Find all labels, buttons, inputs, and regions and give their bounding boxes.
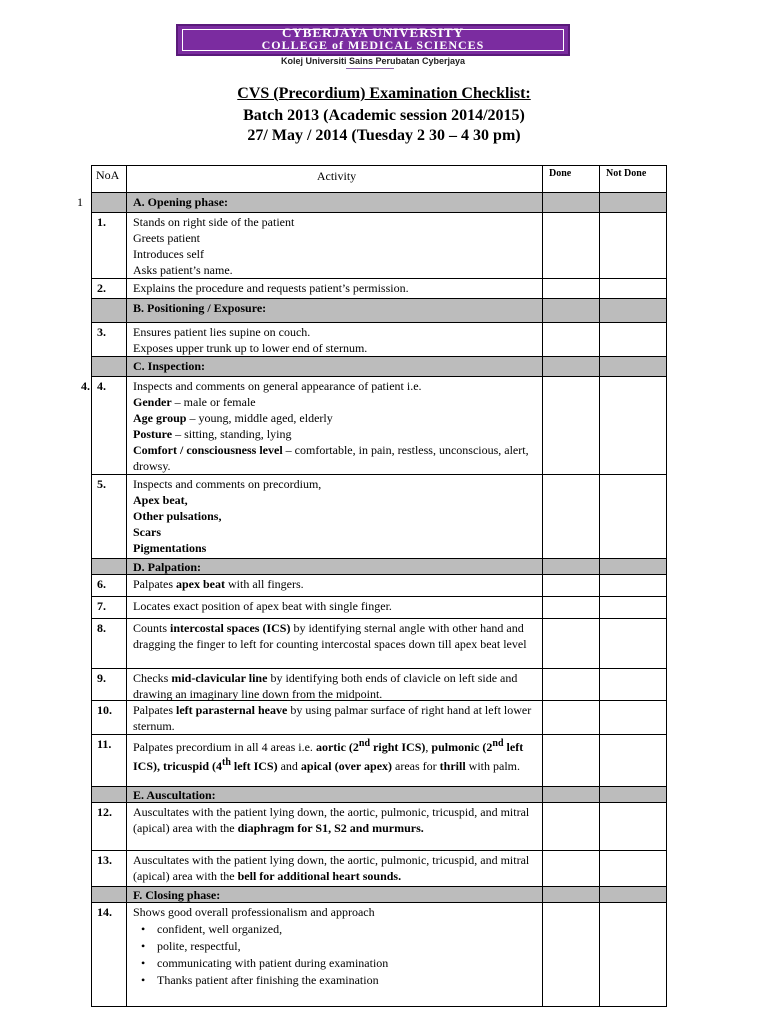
done-cell[interactable] bbox=[542, 559, 599, 574]
checklist-table bbox=[77, 165, 667, 1007]
not-done-cell[interactable] bbox=[599, 597, 667, 618]
done-cell[interactable] bbox=[542, 887, 599, 902]
table-row bbox=[91, 597, 667, 619]
table-row bbox=[91, 575, 667, 597]
item-activity: Counts intercostal spaces (ICS) by identifying sternal angle with other hand and dragging the finger to left for counting intercostal spaces down till apex beat level bbox=[126, 619, 542, 668]
header-activity: Activity bbox=[126, 166, 542, 192]
not-done-cell[interactable] bbox=[599, 357, 667, 376]
item-activity: Palpates left parasternal heave by using palmar surface of right hand at left lower sternum. bbox=[126, 701, 542, 734]
logo-line-2: COLLEGE of MEDICAL SCIENCES bbox=[261, 38, 485, 52]
section-label: A. Opening phase: bbox=[126, 193, 542, 212]
item-activity: Shows good overall professionalism and approach • confident, well organized, • polite, respectful, • communicating with patient during examination • Thanks patient after finishing the examination bbox=[126, 903, 542, 1006]
done-cell[interactable] bbox=[542, 475, 599, 558]
section-label: C. Inspection: bbox=[126, 357, 542, 376]
header-no: NoA bbox=[91, 166, 126, 192]
item-activity: Checks mid-clavicular line by identifying both ends of clavicle on left side and drawing an imaginary line down from the midpoint. bbox=[126, 669, 542, 700]
item-activity: Palpates precordium in all 4 areas i.e. aortic (2nd right ICS), pulmonic (2nd left ICS), tricuspid (4th left ICS) and apical (over apex) areas for thrill with palm. bbox=[126, 735, 542, 786]
table-row bbox=[91, 213, 667, 279]
date-line: 27/ May / 2014 (Tuesday 2 30 – 4 30 pm) bbox=[247, 127, 521, 144]
item-number: 7. bbox=[91, 597, 126, 618]
table-row bbox=[91, 323, 667, 357]
item-number: 10. bbox=[91, 701, 126, 734]
item-number: 1. bbox=[91, 213, 126, 278]
done-cell[interactable] bbox=[542, 279, 599, 298]
section-label: B. Positioning / Exposure: bbox=[126, 299, 542, 322]
not-done-cell[interactable] bbox=[599, 377, 667, 474]
logo-subtitle: Kolej Universiti Sains Perubatan Cyberjaya bbox=[280, 56, 466, 66]
item-activity: Stands on right side of the patient Greets patient Introduces self Asks patient’s name. bbox=[126, 213, 542, 278]
section-row-positioning bbox=[91, 299, 667, 323]
section-row-palpation bbox=[91, 559, 667, 575]
table-row bbox=[91, 735, 667, 787]
not-done-cell[interactable] bbox=[599, 475, 667, 558]
logo-line-1: CYBERJAYA UNIVERSITY bbox=[282, 25, 464, 40]
margin-number: 4. bbox=[81, 379, 90, 393]
table-header-row bbox=[91, 165, 667, 193]
item-activity: Auscultates with the patient lying down, the aortic, pulmonic, tricuspid, and mitral (apical) area with the diaphragm for S1, S2 and murmurs. bbox=[126, 803, 542, 850]
item-number: 5. bbox=[91, 475, 126, 558]
not-done-cell[interactable] bbox=[599, 903, 667, 1006]
bullet-item: • confident, well organized, bbox=[133, 921, 540, 938]
not-done-cell[interactable] bbox=[599, 851, 667, 886]
section-row-auscultation bbox=[91, 787, 667, 803]
checklist-title: CVS (Precordium) Examination Checklist: bbox=[237, 85, 531, 102]
table-row bbox=[81, 377, 667, 475]
item-number: 8. bbox=[91, 619, 126, 668]
done-cell[interactable] bbox=[542, 597, 599, 618]
done-cell[interactable] bbox=[542, 323, 599, 356]
not-done-cell[interactable] bbox=[599, 559, 667, 574]
section-label: F. Closing phase: bbox=[126, 887, 542, 902]
done-cell[interactable] bbox=[542, 575, 599, 596]
done-cell[interactable] bbox=[542, 851, 599, 886]
item-activity: Palpates apex beat with all fingers. bbox=[126, 575, 542, 596]
not-done-cell[interactable] bbox=[599, 323, 667, 356]
done-cell[interactable] bbox=[542, 701, 599, 734]
done-cell[interactable] bbox=[542, 787, 599, 802]
item-number: 12. bbox=[91, 803, 126, 850]
table-row bbox=[91, 701, 667, 735]
done-cell[interactable] bbox=[542, 377, 599, 474]
margin-number: 1 bbox=[77, 195, 83, 209]
done-cell[interactable] bbox=[542, 357, 599, 376]
table-row bbox=[91, 669, 667, 701]
table-row bbox=[91, 619, 667, 669]
header-not-done: Not Done bbox=[599, 166, 667, 192]
item-number: 11. bbox=[91, 735, 126, 786]
done-cell[interactable] bbox=[542, 735, 599, 786]
not-done-cell[interactable] bbox=[599, 887, 667, 902]
bullet-item: • Thanks patient after finishing the examination bbox=[133, 972, 540, 989]
item-number: 14. bbox=[91, 903, 126, 1006]
item-activity: Auscultates with the patient lying down, the aortic, pulmonic, tricuspid, and mitral (apical) area with the bell for additional heart sounds. bbox=[126, 851, 542, 886]
section-row-opening bbox=[77, 193, 667, 213]
item-number: 4. bbox=[91, 377, 126, 474]
bullet-item: • communicating with patient during examination bbox=[133, 955, 540, 972]
item-activity: Inspects and comments on precordium, Apex beat, Other pulsations, Scars Pigmentations bbox=[126, 475, 542, 558]
item-number: 6. bbox=[91, 575, 126, 596]
not-done-cell[interactable] bbox=[599, 213, 667, 278]
item-activity: Locates exact position of apex beat with single finger. bbox=[126, 597, 542, 618]
table-row bbox=[91, 279, 667, 299]
not-done-cell[interactable] bbox=[599, 575, 667, 596]
not-done-cell[interactable] bbox=[599, 735, 667, 786]
item-number: 3. bbox=[91, 323, 126, 356]
table-row bbox=[91, 903, 667, 1007]
table-row bbox=[91, 803, 667, 851]
not-done-cell[interactable] bbox=[599, 669, 667, 700]
item-number: 9. bbox=[91, 669, 126, 700]
done-cell[interactable] bbox=[542, 299, 599, 322]
item-number: 2. bbox=[91, 279, 126, 298]
done-cell[interactable] bbox=[542, 669, 599, 700]
item-number: 13. bbox=[91, 851, 126, 886]
item-activity: Explains the procedure and requests patient’s permission. bbox=[126, 279, 542, 298]
done-cell[interactable] bbox=[542, 619, 599, 668]
not-done-cell[interactable] bbox=[599, 701, 667, 734]
not-done-cell[interactable] bbox=[599, 279, 667, 298]
done-cell[interactable] bbox=[542, 803, 599, 850]
not-done-cell[interactable] bbox=[599, 619, 667, 668]
section-label: E. Auscultation: bbox=[126, 787, 542, 802]
university-logo bbox=[176, 24, 570, 56]
batch-line: Batch 2013 (Academic session 2014/2015) bbox=[243, 107, 525, 124]
item-activity: Inspects and comments on general appearance of patient i.e. Gender – male or female Age group – young, middle aged, elderly Posture – sitting, standing, lying Comfort / consciousness level – comfortable, in pain, restless, unconscious, alert, drowsy. bbox=[126, 377, 542, 474]
item-activity: Ensures patient lies supine on couch. Exposes upper trunk up to lower end of sternum. bbox=[126, 323, 542, 356]
bullet-item: • polite, respectful, bbox=[133, 938, 540, 955]
section-row-inspection bbox=[91, 357, 667, 377]
table-row bbox=[91, 851, 667, 887]
not-done-cell[interactable] bbox=[599, 787, 667, 802]
not-done-cell[interactable] bbox=[599, 299, 667, 322]
header-done: Done bbox=[542, 166, 599, 192]
done-cell[interactable] bbox=[542, 213, 599, 278]
not-done-cell[interactable] bbox=[599, 803, 667, 850]
not-done-cell[interactable] bbox=[599, 193, 667, 212]
done-cell[interactable] bbox=[542, 903, 599, 1006]
section-row-closing bbox=[91, 887, 667, 903]
table-row bbox=[91, 475, 667, 559]
section-label: D. Palpation: bbox=[126, 559, 542, 574]
done-cell[interactable] bbox=[542, 193, 599, 212]
logo-underline bbox=[346, 68, 394, 69]
